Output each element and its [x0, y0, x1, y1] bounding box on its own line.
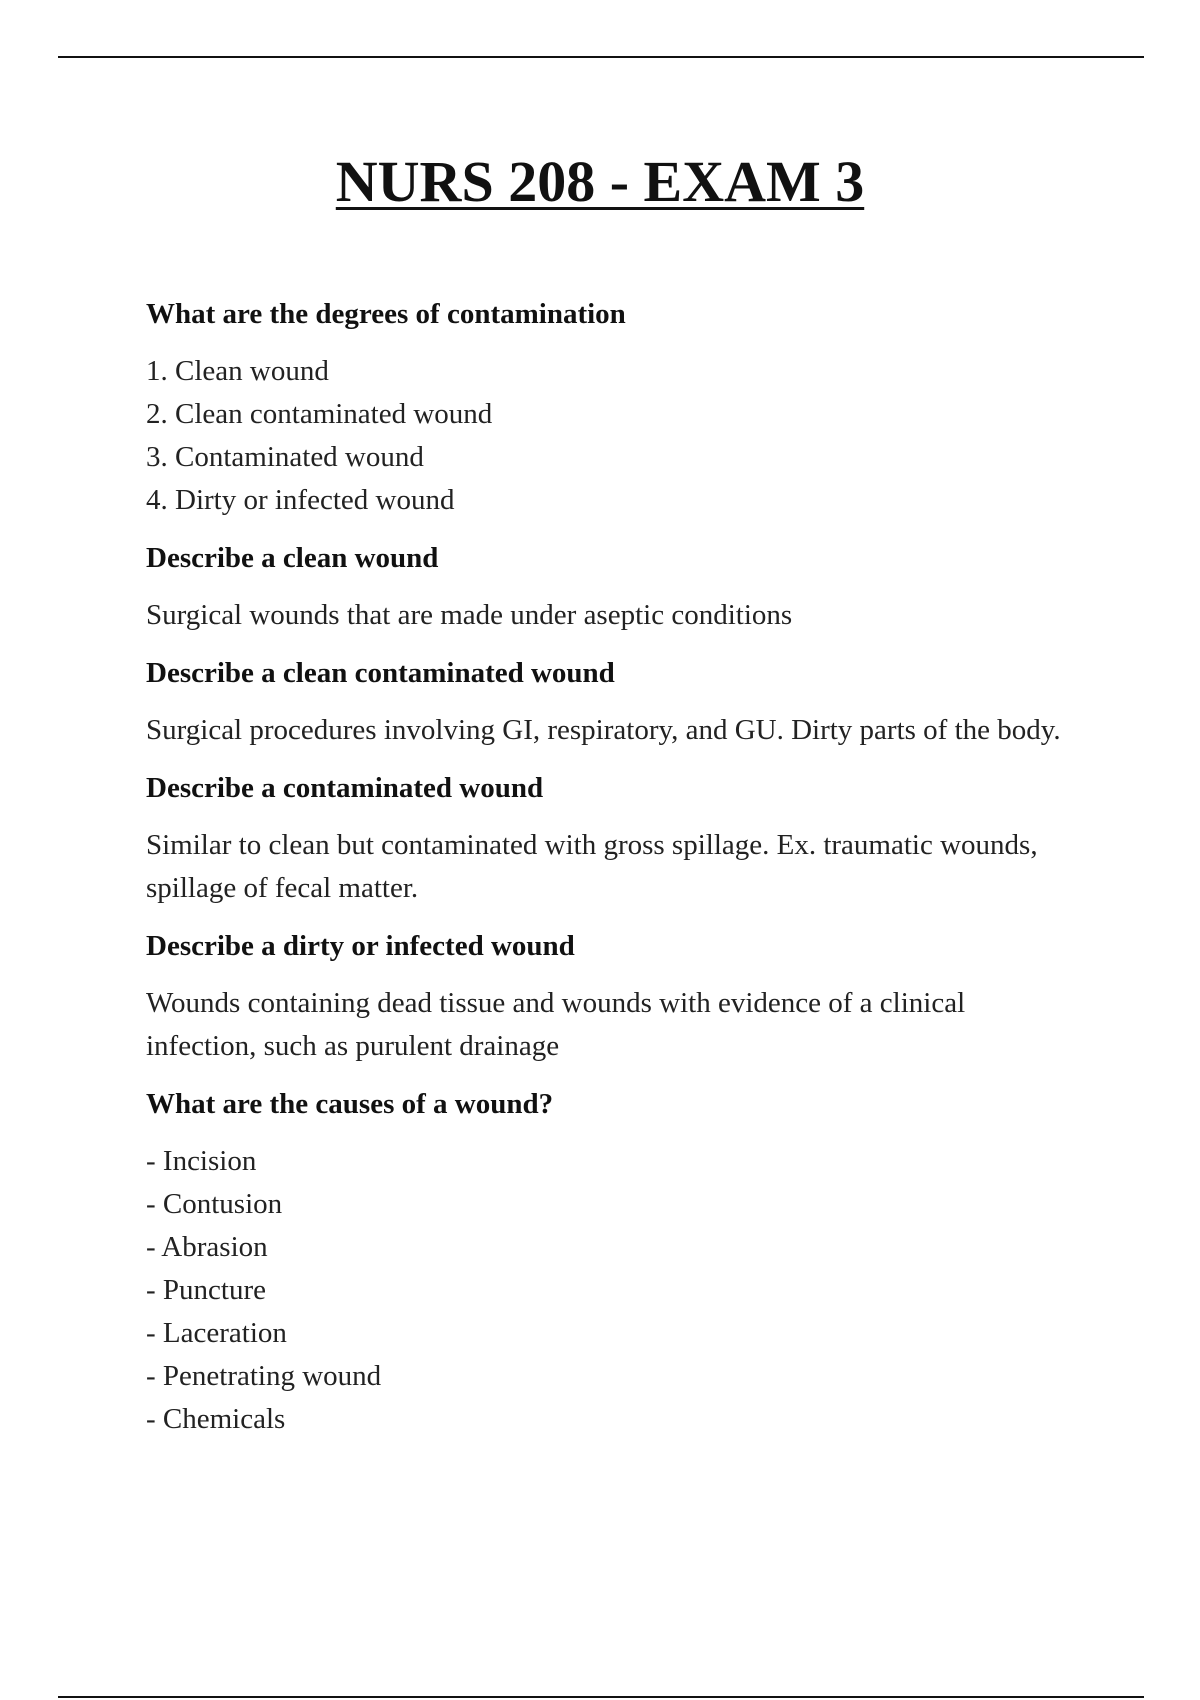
answer-list [146, 350, 1066, 522]
top-divider [58, 56, 1144, 58]
list-item: - Abrasion [146, 1231, 268, 1263]
section-contaminated-wound [146, 768, 1066, 910]
list-item: - Contusion [146, 1188, 283, 1220]
answer-list [146, 1140, 1066, 1441]
page-title-container [0, 148, 1200, 215]
section-degrees-of-contamination [146, 294, 1066, 522]
section-dirty-infected-wound [146, 926, 1066, 1068]
list-item: - Incision [146, 1145, 257, 1177]
list-item: - Laceration [146, 1317, 287, 1349]
list-item: 1. Clean wound [146, 355, 329, 387]
question-heading: What are the degrees of contamination [146, 298, 626, 330]
list-item: 2. Clean contaminated wound [146, 398, 493, 430]
question-heading: Describe a clean contaminated wound [146, 657, 615, 689]
question-heading: Describe a contaminated wound [146, 772, 544, 804]
section-causes-of-wound [146, 1084, 1066, 1441]
section-clean-wound [146, 538, 1066, 637]
page-title: NURS 208 - EXAM 3 [335, 149, 865, 214]
question-heading: Describe a clean wound [146, 542, 439, 574]
answer-text: Surgical wounds that are made under aseptic conditions [146, 599, 793, 631]
list-item: - Puncture [146, 1274, 266, 1306]
list-item: 3. Contaminated wound [146, 441, 424, 473]
answer-text: Similar to clean but contaminated with gross spillage. Ex. traumatic wounds, spillage of fecal matter. [146, 829, 1038, 904]
list-item: 4. Dirty or infected wound [146, 484, 455, 516]
section-clean-contaminated-wound [146, 653, 1066, 752]
answer-text: Surgical procedures involving GI, respiratory, and GU. Dirty parts of the body. [146, 714, 1061, 746]
list-item: - Chemicals [146, 1403, 286, 1435]
document-body [146, 294, 1066, 1457]
list-item: - Penetrating wound [146, 1360, 382, 1392]
bottom-divider [58, 1696, 1144, 1698]
answer-text: Wounds containing dead tissue and wounds with evidence of a clinical infection, such as purulent drainage [146, 987, 966, 1062]
question-heading: Describe a dirty or infected wound [146, 930, 575, 962]
question-heading: What are the causes of a wound? [146, 1088, 554, 1120]
